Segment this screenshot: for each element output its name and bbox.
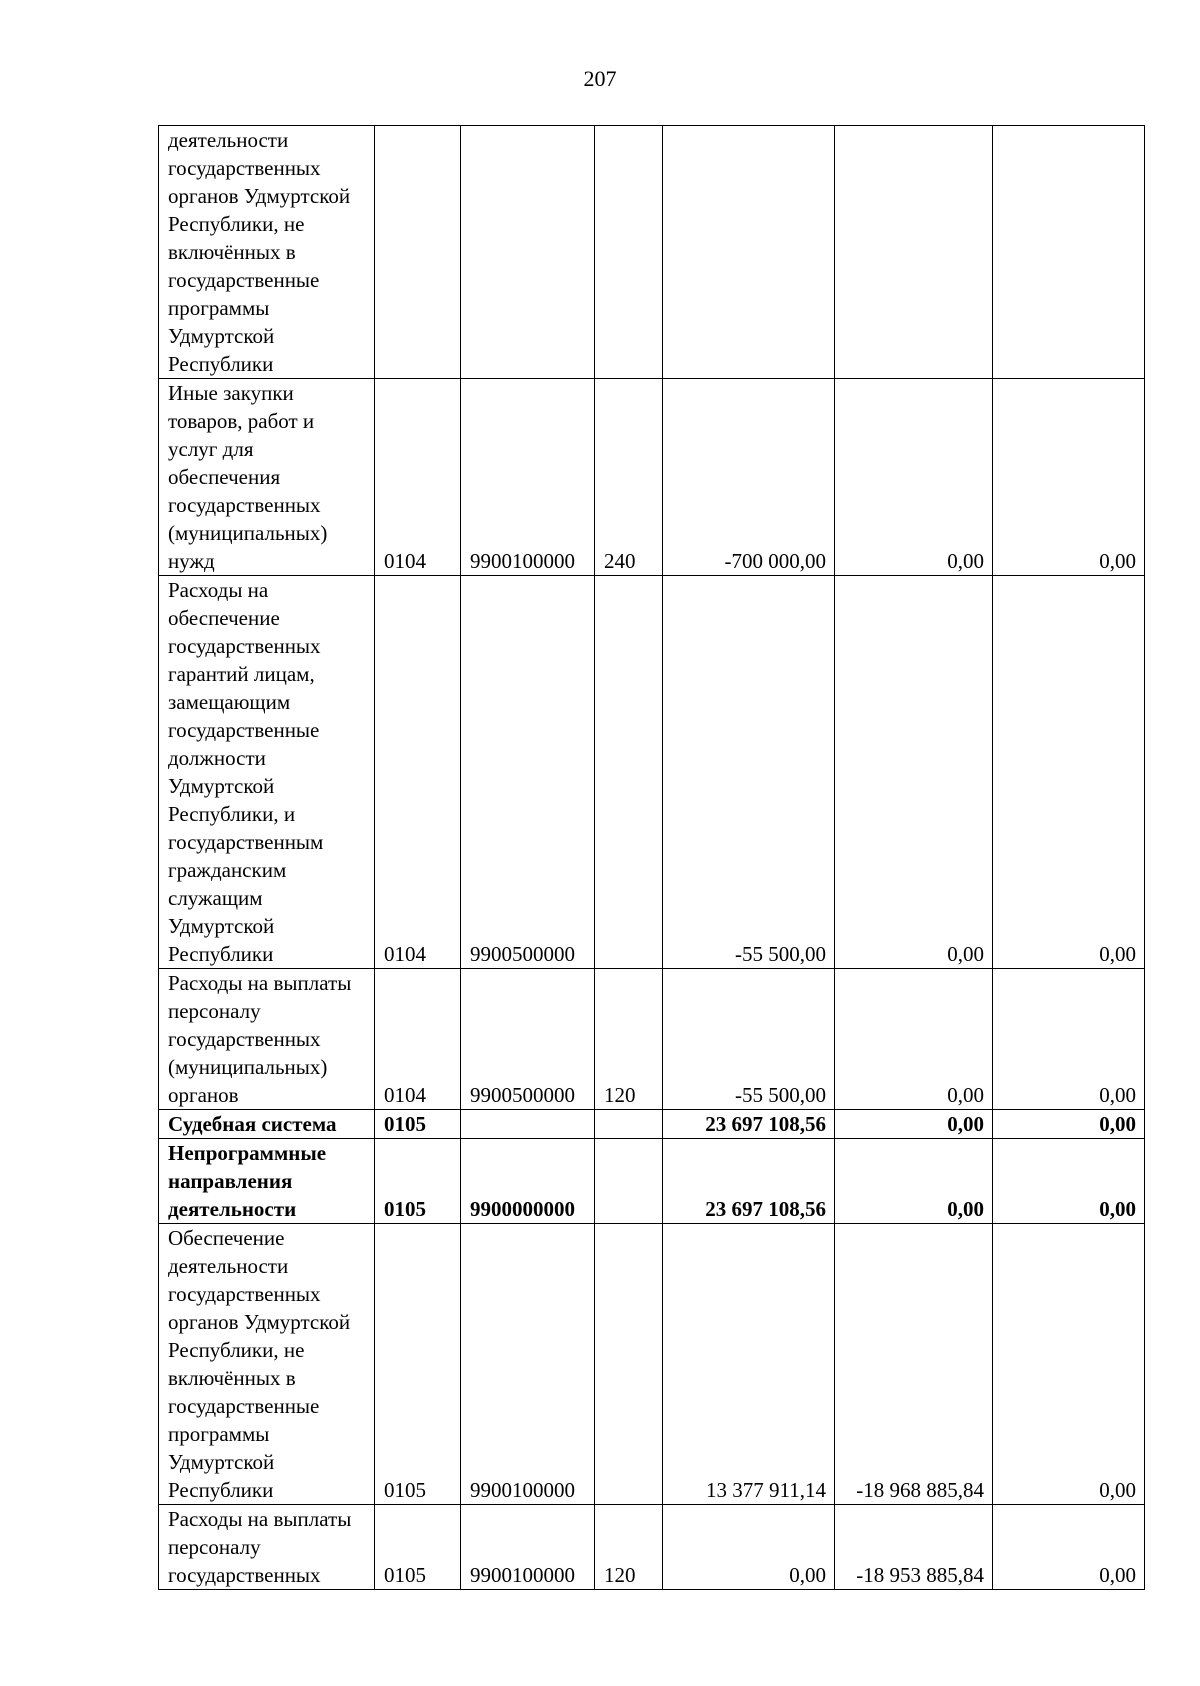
expense-type	[595, 126, 663, 379]
amount-3: 0,00	[993, 1505, 1145, 1590]
amount-3: 0,00	[993, 379, 1145, 576]
expense-type: 120	[595, 1505, 663, 1590]
expense-type	[595, 1139, 663, 1224]
row-name: Расходы на обеспечение государственных гарантий лицам, замещающим государственные должности Удмуртской Республики, и государственным гражданским служащим Удмуртской Республики	[159, 576, 375, 969]
table-row	[159, 126, 1145, 379]
amount-3: 0,00	[993, 969, 1145, 1110]
target-code: 9900500000	[461, 969, 595, 1110]
amount-1: 23 697 108,56	[663, 1139, 835, 1224]
section-code: 0104	[375, 379, 461, 576]
amount-2: -18 968 885,84	[835, 1224, 993, 1505]
amount-2: 0,00	[835, 1110, 993, 1139]
budget-table	[158, 125, 1145, 1590]
table-row	[159, 1505, 1145, 1590]
section-code: 0105	[375, 1224, 461, 1505]
section-code: 0104	[375, 576, 461, 969]
section-code: 0105	[375, 1505, 461, 1590]
row-name: Расходы на выплаты персоналу государственных (муниципальных) органов	[159, 969, 375, 1110]
amount-1: -55 500,00	[663, 969, 835, 1110]
section-code	[375, 126, 461, 379]
target-code	[461, 126, 595, 379]
table-row	[159, 576, 1145, 969]
expense-type: 120	[595, 969, 663, 1110]
row-name: Расходы на выплаты персоналу государственных	[159, 1505, 375, 1590]
row-name: Непрограммные направления деятельности	[159, 1139, 375, 1224]
target-code: 9900100000	[461, 1224, 595, 1505]
row-name: Иные закупки товаров, работ и услуг для обеспечения государственных (муниципальных) нужд	[159, 379, 375, 576]
expense-type	[595, 1224, 663, 1505]
amount-3	[993, 126, 1145, 379]
page-number: 207	[583, 66, 617, 91]
expense-type	[595, 1110, 663, 1139]
amount-1: -55 500,00	[663, 576, 835, 969]
section-code: 0105	[375, 1110, 461, 1139]
row-name: Судебная система	[159, 1110, 375, 1139]
target-code: 9900000000	[461, 1139, 595, 1224]
amount-2: -18 953 885,84	[835, 1505, 993, 1590]
amount-3: 0,00	[993, 1110, 1145, 1139]
amount-2	[835, 126, 993, 379]
target-code: 9900100000	[461, 379, 595, 576]
section-code: 0104	[375, 969, 461, 1110]
amount-2: 0,00	[835, 379, 993, 576]
expense-type	[595, 576, 663, 969]
amount-1: 23 697 108,56	[663, 1110, 835, 1139]
target-code: 9900100000	[461, 1505, 595, 1590]
section-code: 0105	[375, 1139, 461, 1224]
target-code: 9900500000	[461, 576, 595, 969]
row-name: деятельности государственных органов Удмуртской Республики, не включённых в государственные программы Удмуртской Республики	[159, 126, 375, 379]
table-row	[159, 969, 1145, 1110]
amount-2: 0,00	[835, 969, 993, 1110]
target-code	[461, 1110, 595, 1139]
amount-2: 0,00	[835, 576, 993, 969]
table-row	[159, 1139, 1145, 1224]
amount-3: 0,00	[993, 1224, 1145, 1505]
table-row	[159, 1110, 1145, 1139]
row-name: Обеспечение деятельности государственных органов Удмуртской Республики, не включённых в государственные программы Удмуртской Республики	[159, 1224, 375, 1505]
amount-1: -700 000,00	[663, 379, 835, 576]
expense-type: 240	[595, 379, 663, 576]
amount-1	[663, 126, 835, 379]
amount-1: 0,00	[663, 1505, 835, 1590]
table-row	[159, 379, 1145, 576]
amount-2: 0,00	[835, 1139, 993, 1224]
budget-table-container	[158, 125, 1144, 1590]
amount-3: 0,00	[993, 1139, 1145, 1224]
amount-3: 0,00	[993, 576, 1145, 969]
table-row	[159, 1224, 1145, 1505]
amount-1: 13 377 911,14	[663, 1224, 835, 1505]
